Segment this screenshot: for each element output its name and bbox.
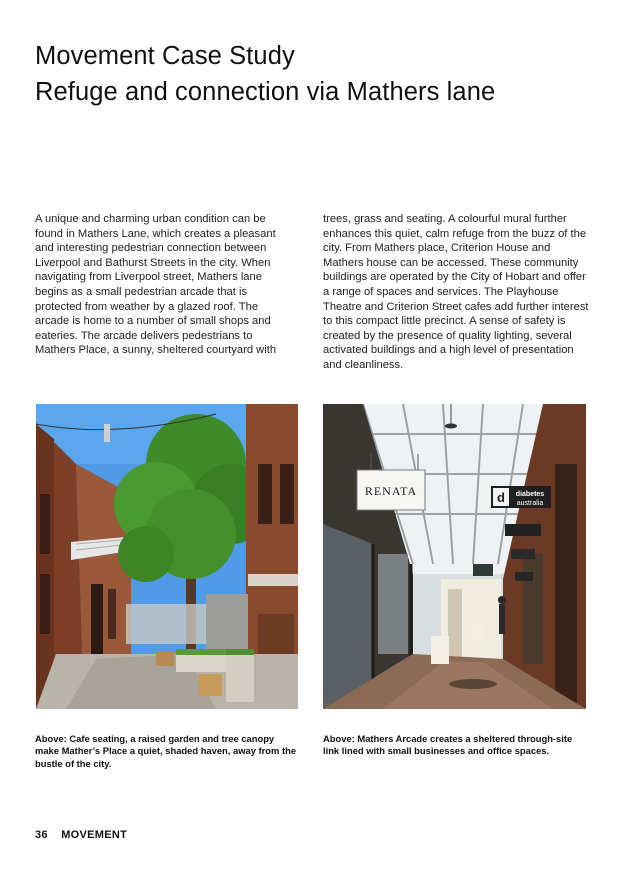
caption-mathers-place: Above: Cafe seating, a raised garden and tree canopy make Mather’s Place a quiet, shaded haven, away from the bustle of the city.: [35, 733, 297, 769]
diabetes-sign-line-1: diabetes: [515, 491, 545, 498]
page-footer: [35, 829, 127, 841]
caption-mathers-arcade: Above: Mathers Arcade creates a sheltered through-site link lined with small businesses and office spaces.: [323, 733, 573, 757]
courtyard-illustration: [36, 404, 298, 709]
page-title: [35, 38, 495, 110]
diabetes-sign-line-2: australia: [516, 500, 544, 507]
title-line-2: Refuge and connection via Mathers lane: [35, 78, 496, 106]
arcade-illustration: [323, 404, 586, 709]
photo-mathers-place: [36, 404, 298, 709]
diabetes-logo-letter: d: [497, 490, 505, 505]
body-text-right-column: trees, grass and seating. A colourful mural further enhances this quiet, calm refuge from the buzz of the city. From Mathers place, Criterion House and Mathers house can be accessed. These community buildings are operated by the City of Hobart and offer a range of spaces and services. The Playhouse Theatre and Criterion Street cafes add further interest to this compact little precinct. A sense of safety is created by the presence of quality lighting, several activated buildings and a high level of presentation and cleanliness.: [323, 213, 589, 371]
photo-mathers-arcade: [323, 404, 586, 709]
body-text-left-column: A unique and charming urban condition can be found in Mathers Lane, which creates a pleasant and interesting pedestrian connection between Liverpool and Bathurst Streets in the city. When navigating from Liverpool street, Mathers lane begins as a small pedestrian arcade that is protected from weather by a glazed roof. The arcade is home to a number of small shops and eateries. The arcade delivers pedestrians to Mathers Place, a sunny, sheltered courtyard with: [35, 213, 277, 357]
renata-sign-text: RENATA: [364, 484, 418, 498]
section-name: MOVEMENT: [61, 829, 128, 841]
title-line-1: Movement Case Study: [35, 42, 295, 70]
page-number: 36: [35, 829, 48, 841]
